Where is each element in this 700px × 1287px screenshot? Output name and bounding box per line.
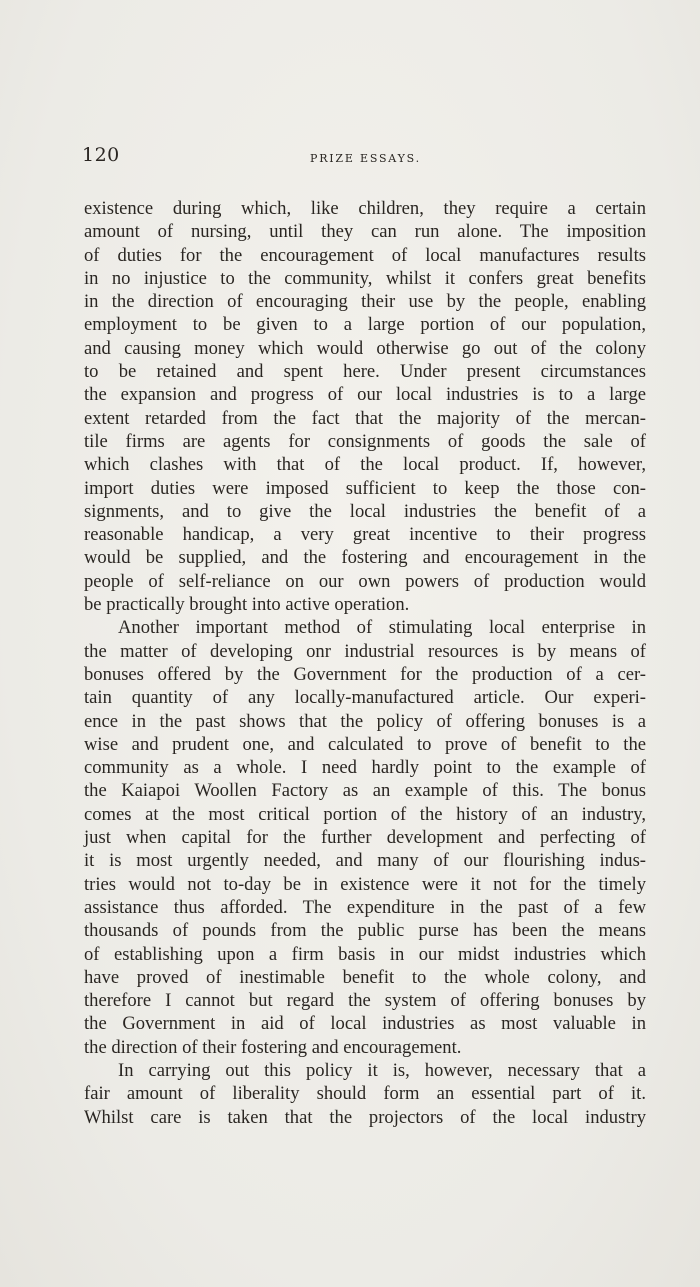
text-line: the Kaiapoi Woollen Factory as an example of this. The bonus [84, 780, 646, 802]
text-line: the Government in aid of local industries as most valuable in [84, 1013, 646, 1035]
text-line: signments, and to give the local industries the benefit of a [84, 500, 646, 522]
text-line: in the direction of encouraging their use by the people, enabling [84, 291, 646, 313]
text-line: which clashes with that of the local product. If, however, [84, 454, 646, 476]
text-line: existence during which, like children, they require a certain [84, 198, 646, 219]
text-line: would be supplied, and the fostering and encouragement in the [84, 547, 646, 569]
text-line: assistance thus afforded. The expenditure in the past of a few [84, 896, 646, 918]
paragraph [84, 1059, 646, 1129]
text-line: the matter of developing onr industrial resources is by means of [84, 640, 646, 662]
text-line: just when capital for the further development and perfecting of [84, 827, 646, 849]
text-line: Whilst care is taken that the projectors of the local industry [84, 1106, 646, 1128]
text-line: import duties were imposed sufficient to keep the those con- [84, 477, 646, 499]
text-line: people of self-reliance on our own powers of production would [84, 570, 646, 592]
text-line: of duties for the encouragement of local manufactures results [84, 244, 646, 266]
text-line: comes at the most critical portion of the history of an industry, [84, 803, 646, 825]
paragraph [84, 197, 646, 616]
text-line: the direction of their fostering and encouragement. [84, 1036, 462, 1058]
body-text [84, 197, 646, 1129]
paragraph [84, 616, 646, 1059]
text-line: have proved of inestimable benefit to the whole colony, and [84, 966, 646, 988]
text-line: it is most urgently needed, and many of our flourishing indus- [84, 850, 646, 872]
text-line: In carrying out this policy it is, however, necessary that a [118, 1059, 646, 1081]
text-line: fair amount of liberality should form an essential part of it. [84, 1083, 646, 1105]
text-line: and causing money which would otherwise go out of the colony [84, 337, 646, 359]
text-line: bonuses offered by the Government for the production of a cer- [84, 663, 646, 685]
text-line: employment to be given to a large portion of our population, [84, 314, 646, 336]
text-line: the expansion and progress of our local industries is to a large [84, 384, 646, 406]
running-head: PRIZE ESSAYS. [310, 152, 421, 165]
page-number: 120 [82, 144, 120, 166]
text-line: reasonable handicap, a very great incentive to their progress [84, 524, 646, 546]
text-line: be practically brought into active operation. [84, 594, 410, 616]
text-line: community as a whole. I need hardly point to the example of [84, 757, 646, 779]
text-line: therefore I cannot but regard the system of offering bonuses by [84, 990, 646, 1012]
text-line: tries would not to-day be in existence were it not for the timely [84, 873, 646, 895]
text-line: ence in the past shows that the policy of offering bonuses is a [84, 710, 646, 732]
text-line: thousands of pounds from the public purse has been the means [84, 920, 646, 942]
text-line: to be retained and spent here. Under present circumstances [84, 361, 646, 383]
text-line: Another important method of stimulating local enterprise in [118, 617, 646, 639]
text-line: tain quantity of any locally-manufactured article. Our experi- [84, 687, 646, 709]
text-line: amount of nursing, until they can run alone. The imposition [84, 221, 646, 243]
text-line: wise and prudent one, and calculated to prove of benefit to the [84, 733, 646, 755]
text-line: extent retarded from the fact that the majority of the mercan- [84, 407, 646, 429]
text-line: of establishing upon a firm basis in our midst industries which [84, 943, 646, 965]
text-line: in no injustice to the community, whilst it confers great benefits [84, 267, 646, 289]
text-line: tile firms are agents for consignments of goods the sale of [84, 430, 646, 452]
page-header [82, 144, 642, 174]
